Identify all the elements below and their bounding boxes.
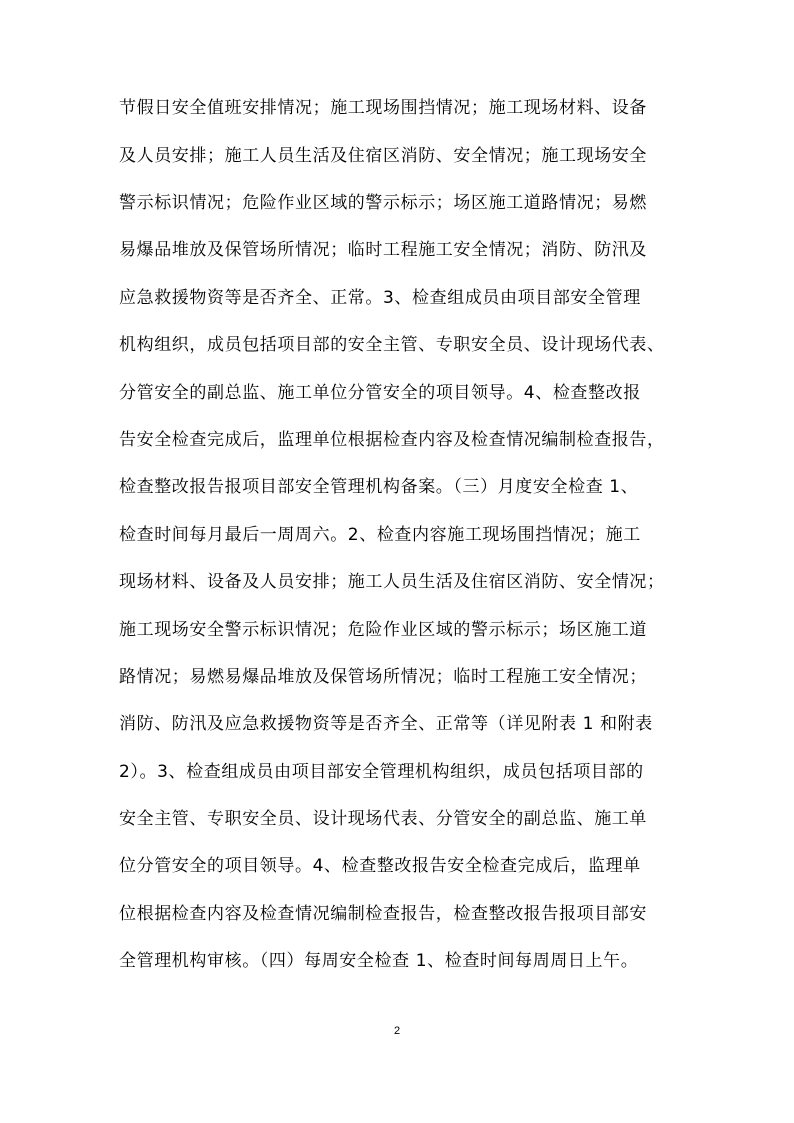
body-text-line: 位根据检查内容及检查情况编制检查报告，检查整改报告报项目部安: [119, 904, 647, 924]
body-text-line: 位分管安全的项目领导。4、检查整改报告安全检查完成后，监理单: [119, 856, 641, 876]
body-text-line: 检查时间每月最后一周周六。2、检查内容施工现场围挡情况；施工: [119, 525, 641, 545]
body-text-line: 告安全检查完成后，监理单位根据检查内容及检查情况编制检查报告，: [119, 430, 665, 450]
body-text-line: 全管理机构审核。（四）每周安全检查 1、检查时间每周周日上午。: [119, 951, 639, 971]
body-text-line: 安全主管、专职安全员、设计现场代表、分管安全的副总监、施工单: [119, 809, 647, 829]
body-text-line: 消防、防汛及应急救援物资等是否齐全、正常等（详见附表 1 和附表: [119, 714, 653, 734]
body-text-line: 路情况；易燃易爆品堆放及保管场所情况；临时工程施工安全情况；: [119, 667, 647, 687]
body-text-line: 施工现场安全警示标识情况；危险作业区域的警示标示；场区施工道: [119, 620, 647, 640]
body-text-line: 节假日安全值班安排情况；施工现场围挡情况；施工现场材料、设备: [119, 98, 647, 118]
body-text-line: 警示标识情况；危险作业区域的警示标示；场区施工道路情况；易燃: [119, 193, 647, 213]
body-text-line: 检查整改报告报项目部安全管理机构备案。（三）月度安全检查 1、: [119, 477, 639, 497]
page-number: 2: [393, 1025, 401, 1037]
body-text-line: 现场材料、设备及人员安排；施工人员生活及住宿区消防、安全情况；: [119, 572, 665, 592]
body-text-line: 应急救援物资等是否齐全、正常。3、检查组成员由项目部安全管理: [119, 288, 641, 308]
body-text-line: 及人员安排；施工人员生活及住宿区消防、安全情况；施工现场安全: [119, 146, 647, 166]
body-text-line: 易爆品堆放及保管场所情况；临时工程施工安全情况；消防、防汛及: [119, 240, 647, 260]
body-text-line: 机构组织，成员包括项目部的安全主管、专职安全员、设计现场代表、: [119, 335, 665, 355]
body-text-line: 分管安全的副总监、施工单位分管安全的项目领导。4、检查整改报: [119, 383, 641, 403]
body-text-line: 2）。3、检查组成员由项目部安全管理机构组织，成员包括项目部的: [119, 762, 644, 782]
